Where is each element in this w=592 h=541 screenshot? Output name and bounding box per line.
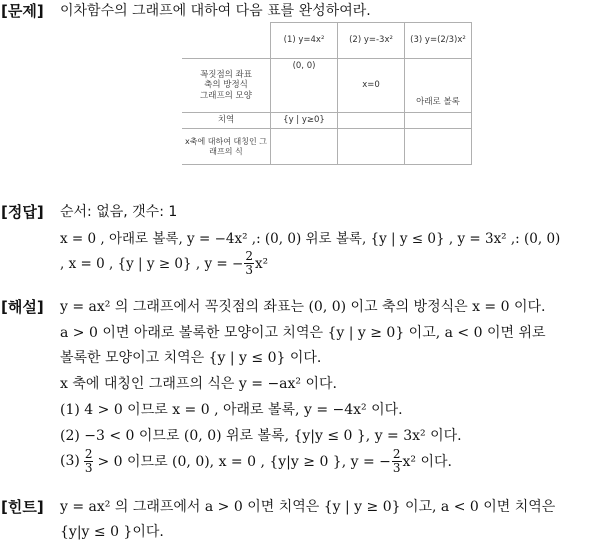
answer-line: 순서: 없음, 갯수: 1 [60, 204, 178, 220]
explanation-line: (2) −3 < 0 이므로 (0, 0) 위로 볼록, {y|y ≤ 0 }, y = 3x² 이다. [60, 428, 462, 444]
fraction-numerator: 2 [245, 249, 253, 263]
fraction-denominator: 3 [84, 460, 93, 475]
answer-tag: [정답] [1, 203, 44, 221]
explanation-line: (1) 4 > 0 이므로 x = 0 , 아래로 볼록, y = −4x² 이다. [60, 402, 403, 418]
table-corner [182, 23, 271, 59]
explanation-line [60, 444, 452, 478]
table-cell [271, 129, 338, 165]
explanation-line: 볼록한 모양이고 치역은 {y | y ≤ 0} 이다. [60, 350, 322, 366]
explanation-line: x 축에 대칭인 그래프의 식은 y = −ax² 이다. [60, 376, 337, 392]
table-cell: 아래로 볼록 [405, 59, 472, 113]
fraction [392, 448, 402, 475]
fraction-numerator: 2 [392, 446, 401, 461]
fraction [244, 250, 254, 277]
explanation-tag: [해설] [1, 298, 44, 316]
table-row-header: 꼭짓점의 좌표 축의 방정식 그래프의 모양 [182, 59, 271, 113]
table-cell: (0, 0) [271, 59, 338, 113]
answer-text: x² [254, 255, 268, 272]
hint-line: {y|y ≤ 0 }이다. [60, 524, 164, 540]
problem-tag: [문제] [1, 2, 44, 20]
explanation-text: x² 이다. [402, 454, 452, 470]
answer-table [182, 22, 472, 165]
explanation-line: y = ax² 의 그래프에서 꼭짓점의 좌표는 (0, 0) 이고 축의 방정식은 x = 0 이다. [60, 299, 546, 315]
fraction-denominator: 3 [245, 263, 253, 277]
fraction [84, 448, 94, 475]
answer-text: , x = 0 , {y | y ≥ 0} , y = − [60, 255, 244, 272]
table-col-header: (1) y=4x² [271, 23, 338, 59]
hint-line: y = ax² 의 그래프에서 a > 0 이면 치역은 {y | y ≥ 0} 이고, a < 0 이면 치역은 [60, 499, 556, 515]
table-cell [405, 113, 472, 129]
fraction-numerator: 2 [84, 446, 93, 461]
answer-line: x = 0 , 아래로 볼록, y = −4x² ,: (0, 0) 위로 볼록, {y | y ≤ 0} , y = 3x² ,: (0, 0) [60, 231, 561, 247]
explanation-text: > 0 이므로 (0, 0), x = 0 , {y|y ≥ 0 }, y = − [97, 454, 391, 470]
table-col-header: (3) y=(2/3)x² [405, 23, 472, 59]
table-cell [405, 129, 472, 165]
fraction-denominator: 3 [392, 460, 401, 475]
hint-tag: [힌트] [1, 498, 44, 516]
table-row-header: x축에 대하여 대칭인 그래프의 식 [182, 129, 271, 165]
table-cell: {y | y≥0} [271, 113, 338, 129]
table-row-header: 치역 [182, 113, 271, 129]
table-cell [338, 113, 405, 129]
table-col-header: (2) y=-3x² [338, 23, 405, 59]
table-cell [338, 129, 405, 165]
problem-text: 이차함수의 그래프에 대하여 다음 표를 완성하여라. [60, 3, 371, 19]
answer-line [60, 250, 268, 277]
explanation-line: a > 0 이면 아래로 볼록한 모양이고 치역은 {y | y ≥ 0} 이고, a < 0 이면 위로 [60, 325, 546, 341]
table-cell: x=0 [338, 59, 405, 113]
explanation-text: (3) [60, 453, 80, 469]
